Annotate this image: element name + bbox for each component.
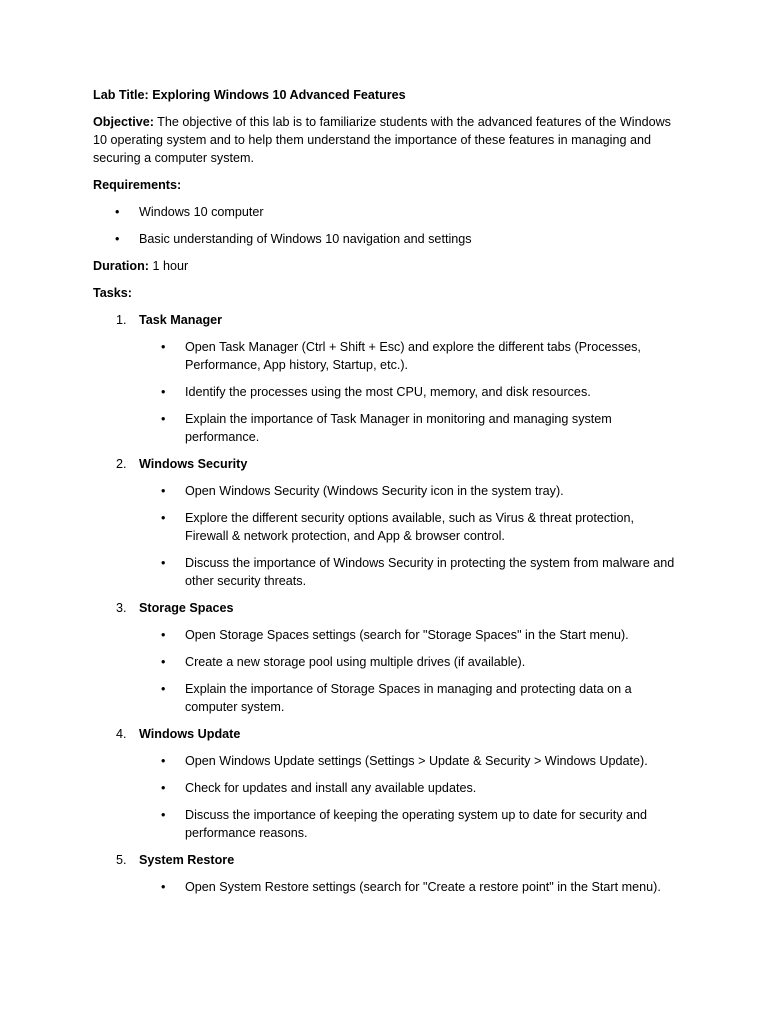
lab-title: Lab Title: Exploring Windows 10 Advanced Features — [93, 88, 406, 102]
task-item — [93, 599, 678, 716]
task-name: Windows Update — [139, 727, 241, 741]
tasks-list — [93, 311, 678, 896]
task-step: • Open Task Manager (Ctrl + Shift + Esc) and explore the different tabs (Processes, Performance, App history, Startup, etc.). — [139, 338, 678, 374]
task-step: • Open Storage Spaces settings (search for "Storage Spaces" in the Start menu). — [139, 626, 678, 644]
task-number: 3. — [116, 601, 127, 615]
task-name: Task Manager — [139, 313, 223, 327]
task-number: 1. — [116, 313, 127, 327]
task-step: • Explore the different security options available, such as Virus & threat protection, Firewall & network protection, and App & browser control. — [139, 509, 678, 545]
requirements-heading: Requirements: — [93, 178, 182, 192]
task-item — [93, 455, 678, 590]
task-number: 5. — [116, 853, 127, 867]
task-steps — [139, 482, 678, 590]
requirement-item: • Basic understanding of Windows 10 navigation and settings — [93, 230, 678, 248]
task-step: • Discuss the importance of keeping the operating system up to date for security and performance reasons. — [139, 806, 678, 842]
task-item — [93, 851, 678, 896]
task-steps — [139, 878, 678, 896]
objective-paragraph — [93, 113, 678, 167]
task-name: Windows Security — [139, 457, 248, 471]
duration-label: Duration: — [93, 259, 149, 273]
requirement-item: • Windows 10 computer — [93, 203, 678, 221]
task-step: • Explain the importance of Task Manager in monitoring and managing system performance. — [139, 410, 678, 446]
task-step: • Discuss the importance of Windows Security in protecting the system from malware and other security threats. — [139, 554, 678, 590]
task-item — [93, 725, 678, 842]
task-item — [93, 311, 678, 446]
task-steps — [139, 338, 678, 446]
task-step: • Create a new storage pool using multiple drives (if available). — [139, 653, 678, 671]
task-step: • Open System Restore settings (search for "Create a restore point" in the Start menu). — [139, 878, 678, 896]
requirements-list — [93, 203, 678, 248]
task-steps — [139, 752, 678, 842]
task-step: • Explain the importance of Storage Spaces in managing and protecting data on a computer system. — [139, 680, 678, 716]
task-step: • Check for updates and install any available updates. — [139, 779, 678, 797]
duration-value: 1 hour — [152, 259, 189, 273]
task-number: 2. — [116, 457, 127, 471]
task-step: • Open Windows Update settings (Settings > Update & Security > Windows Update). — [139, 752, 678, 770]
objective-label: Objective: — [93, 115, 154, 129]
task-name: System Restore — [139, 853, 235, 867]
objective-text: The objective of this lab is to familiarize students with the advanced features of the Windows 10 operating system and to help them understand the importance of these features in managing and securing a computer system. — [93, 115, 671, 165]
duration-paragraph — [93, 257, 678, 275]
task-steps — [139, 626, 678, 716]
tasks-heading: Tasks: — [93, 286, 132, 300]
task-step: • Identify the processes using the most CPU, memory, and disk resources. — [139, 383, 678, 401]
task-number: 4. — [116, 727, 127, 741]
task-name: Storage Spaces — [139, 601, 234, 615]
task-step: • Open Windows Security (Windows Security icon in the system tray). — [139, 482, 678, 500]
